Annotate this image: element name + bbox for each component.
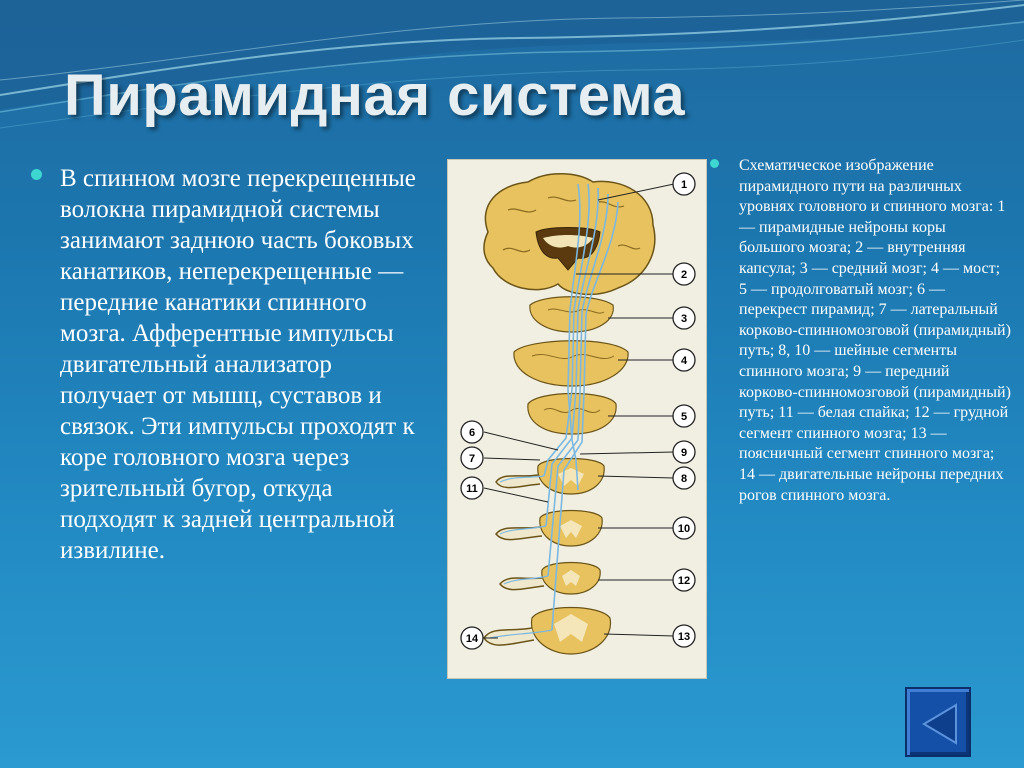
svg-text:6: 6 [468, 427, 476, 439]
svg-text:1: 1 [680, 179, 688, 191]
medulla-section [528, 394, 616, 435]
left-paragraph: В спинном мозге перекрещенные волокна пирамидной системы занимают заднюю часть боковых канатиков, неперекрещенные — передние канатики спинного мозга. Афферентные импульсы двигательный анализатор получает от мышц, суставов и связок. Эти импульсы проходят к коре головного мозга через зрительный бугор, откуда подходят к задней центральной извилине. [60, 165, 416, 564]
svg-text:14: 14 [465, 633, 479, 645]
labels-left [461, 421, 483, 649]
svg-text:11: 11 [466, 483, 478, 495]
labels-right [673, 173, 695, 647]
svg-text:12: 12 [677, 575, 691, 587]
slide-title: Пирамидная система [64, 63, 686, 128]
svg-text:10: 10 [677, 523, 691, 535]
svg-text:2: 2 [680, 269, 688, 281]
previous-slide-button[interactable] [905, 687, 971, 757]
pyramidal-tract-diagram [447, 159, 707, 679]
svg-text:5: 5 [680, 411, 688, 423]
brain-section [484, 174, 655, 295]
svg-text:8: 8 [680, 473, 688, 485]
bullet-icon [31, 169, 42, 180]
svg-text:13: 13 [677, 631, 691, 643]
svg-text:9: 9 [680, 447, 688, 459]
spinal-segments [531, 459, 610, 655]
svg-text:4: 4 [680, 355, 688, 367]
svg-text:3: 3 [680, 313, 688, 325]
triangle-left-icon [907, 689, 973, 759]
pons-section [514, 341, 628, 386]
figure-caption: Схематическое изображение пирамидного пути на различных уровнях головного и спинного мозга: 1 — пирамидные нейроны коры большого мозга; 2 — внутренняя капсула; 3 — средний мозг; 4 — мост; 5 — продолговатый мозг; 6 — перекрест пирамид; 7 — латеральный корково-спинномозговой (пирамидный) путь; 8, 10 — шейные сегменты спинного мозга; 9 — передний корково-спинномозговой (пирамидный) путь; 11 — белая спайка; 12 — грудной сегмент спинного мозга; 13 — поясничный сегмент спинного мозга; 14 — двигательные нейроны передних рогов спинного мозга. [739, 157, 1011, 504]
svg-text:7: 7 [468, 453, 476, 465]
bullet-icon [710, 159, 719, 168]
